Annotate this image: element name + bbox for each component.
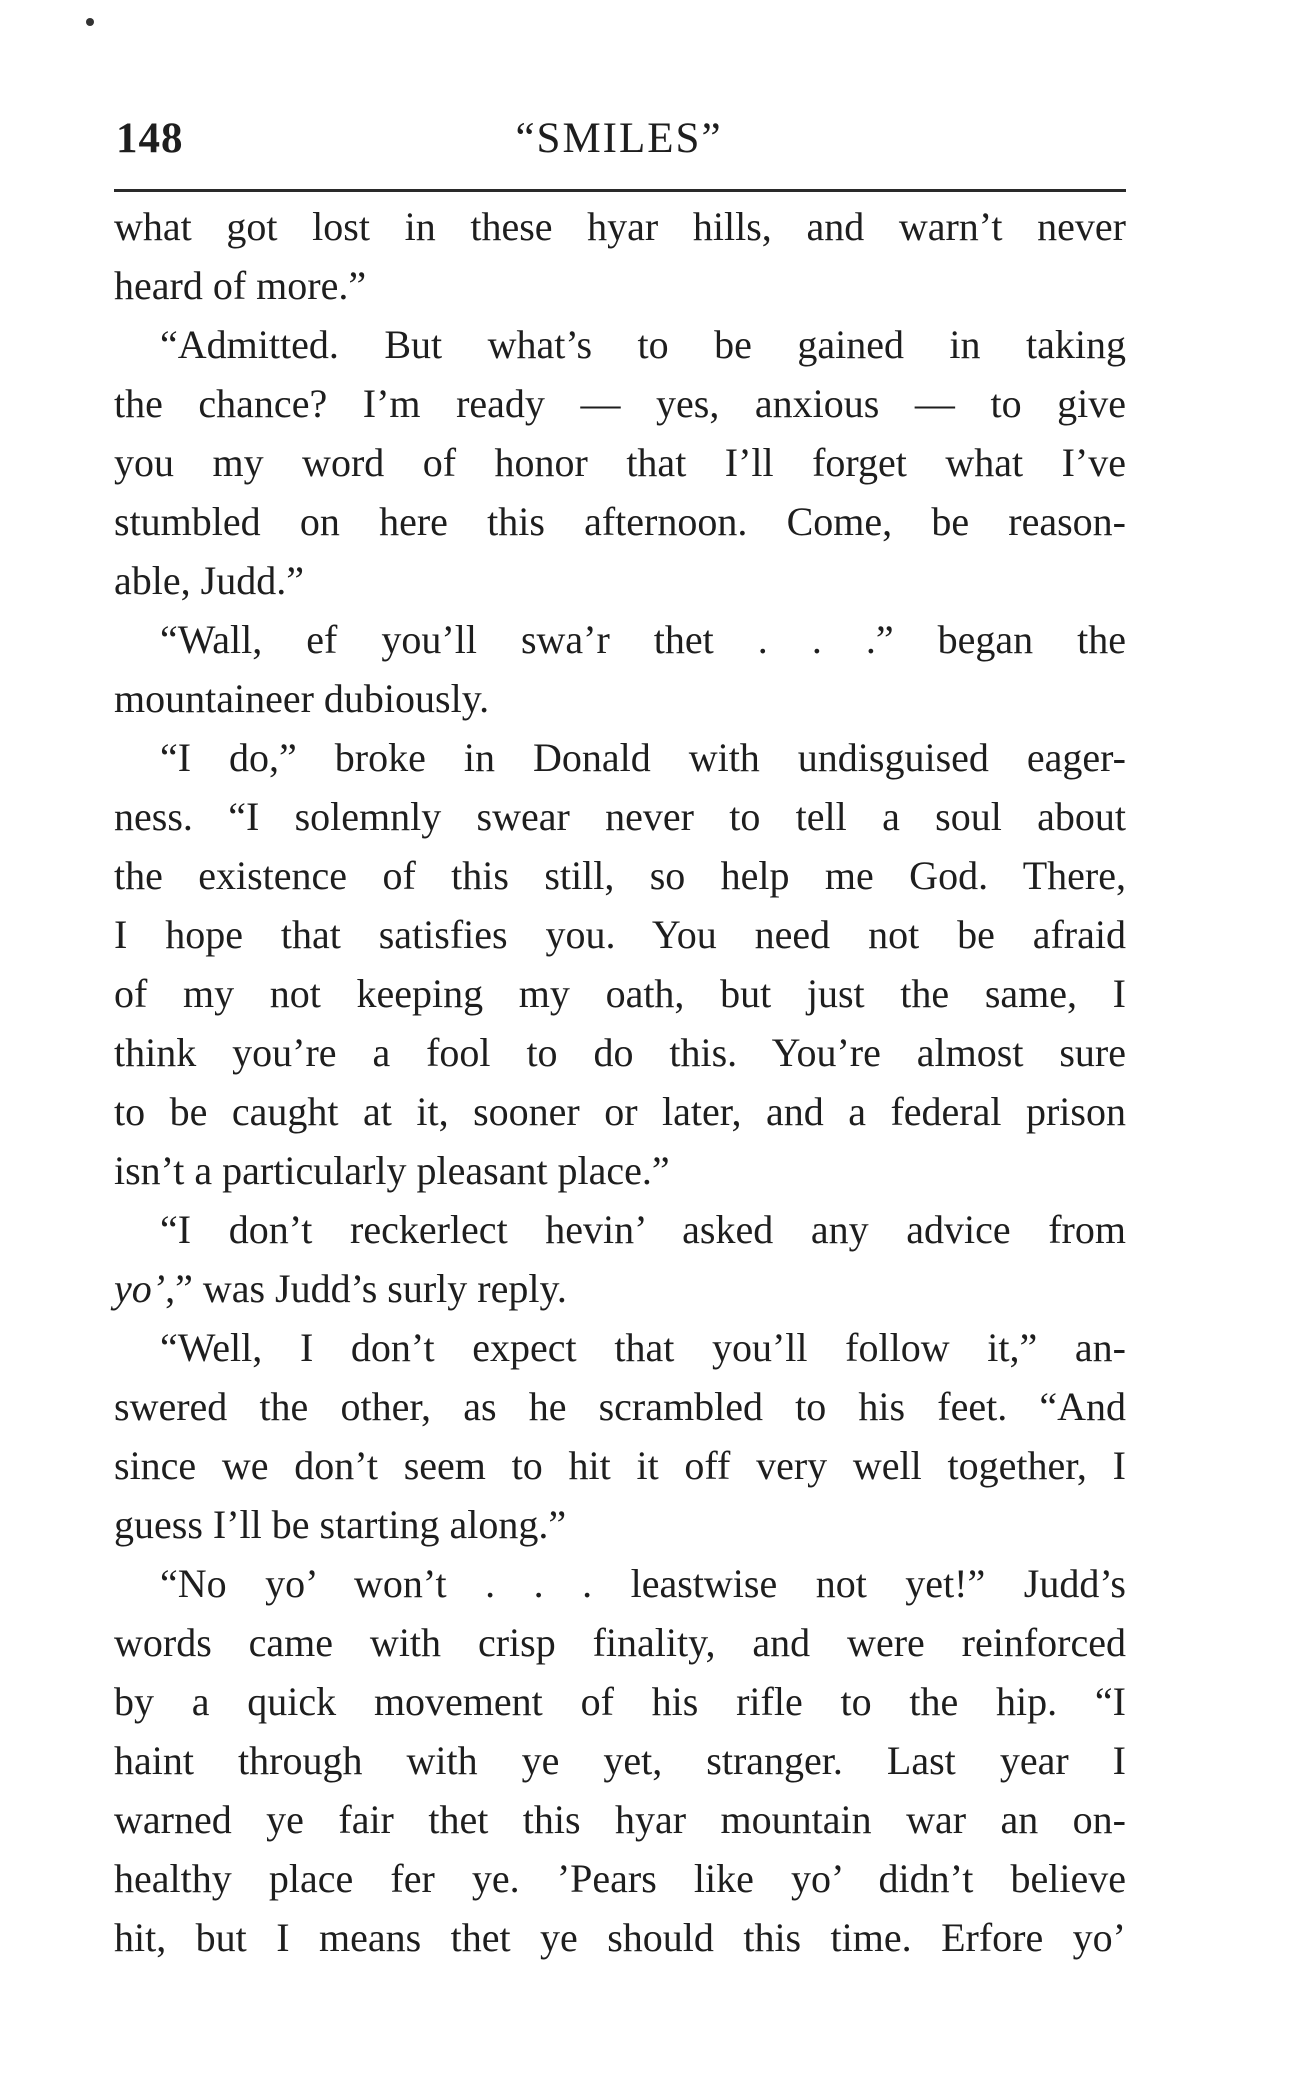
page-number: 148 <box>116 115 184 162</box>
body-text <box>114 197 1126 1967</box>
text-line: “Well, I don’t expect that you’ll follow it,” an- <box>160 1325 1126 1370</box>
text-line: healthy place fer ye. ’Pears like yo’ didn’t believe <box>114 1856 1126 1901</box>
text-line: since we don’t seem to hit it off very well together, I <box>114 1443 1126 1488</box>
text-line: “No yo’ won’t . . . leastwise not yet!” Judd’s <box>160 1561 1126 1606</box>
text-line: by a quick movement of his rifle to the hip. “I <box>114 1679 1126 1724</box>
text-line: “I do,” broke in Donald with undisguised eager- <box>160 735 1126 780</box>
text-line: ness. “I solemnly swear never to tell a soul about <box>114 794 1126 839</box>
text-line: what got lost in these hyar hills, and warn’t never <box>114 204 1126 249</box>
text-line: isn’t a particularly pleasant place.” <box>114 1148 670 1193</box>
text-line: I hope that satisfies you. You need not be afraid <box>114 912 1126 957</box>
text-line: swered the other, as he scrambled to his feet. “And <box>114 1384 1126 1429</box>
running-title: “SMILES” <box>515 115 723 162</box>
text-line: “Wall, ef you’ll swa’r thet . . .” began the <box>160 617 1126 662</box>
header-rule <box>114 189 1126 192</box>
text-line: hit, but I means thet ye should this time. Erfore yo’ <box>114 1915 1126 1960</box>
text-line: heard of more.” <box>114 263 367 308</box>
text-line: yo’,” was Judd’s surly reply. <box>114 1266 567 1311</box>
text-line: think you’re a fool to do this. You’re almost sure <box>114 1030 1126 1075</box>
text-line: guess I’ll be starting along.” <box>114 1502 567 1547</box>
text-line: the chance? I’m ready — yes, anxious — to give <box>114 381 1126 426</box>
text-line: of my not keeping my oath, but just the same, I <box>114 971 1126 1016</box>
text-line: haint through with ye yet, stranger. Last year I <box>114 1738 1126 1783</box>
text-line: the existence of this still, so help me God. There, <box>114 853 1126 898</box>
text-line: “I don’t reckerlect hevin’ asked any advice from <box>160 1207 1126 1252</box>
text-line: mountaineer dubiously. <box>114 676 490 721</box>
text-line: stumbled on here this afternoon. Come, be reason- <box>114 499 1126 544</box>
text-line: you my word of honor that I’ll forget what I’ve <box>114 440 1126 485</box>
text-line: able, Judd.” <box>114 558 304 603</box>
text-line: warned ye fair thet this hyar mountain war an on- <box>114 1797 1126 1842</box>
text-line: “Admitted. But what’s to be gained in taking <box>160 322 1126 367</box>
print-speck <box>86 18 94 26</box>
text-line: to be caught at it, sooner or later, and a federal prison <box>114 1089 1126 1134</box>
text-line: words came with crisp finality, and were reinforced <box>114 1620 1126 1665</box>
page-header <box>114 112 1124 192</box>
